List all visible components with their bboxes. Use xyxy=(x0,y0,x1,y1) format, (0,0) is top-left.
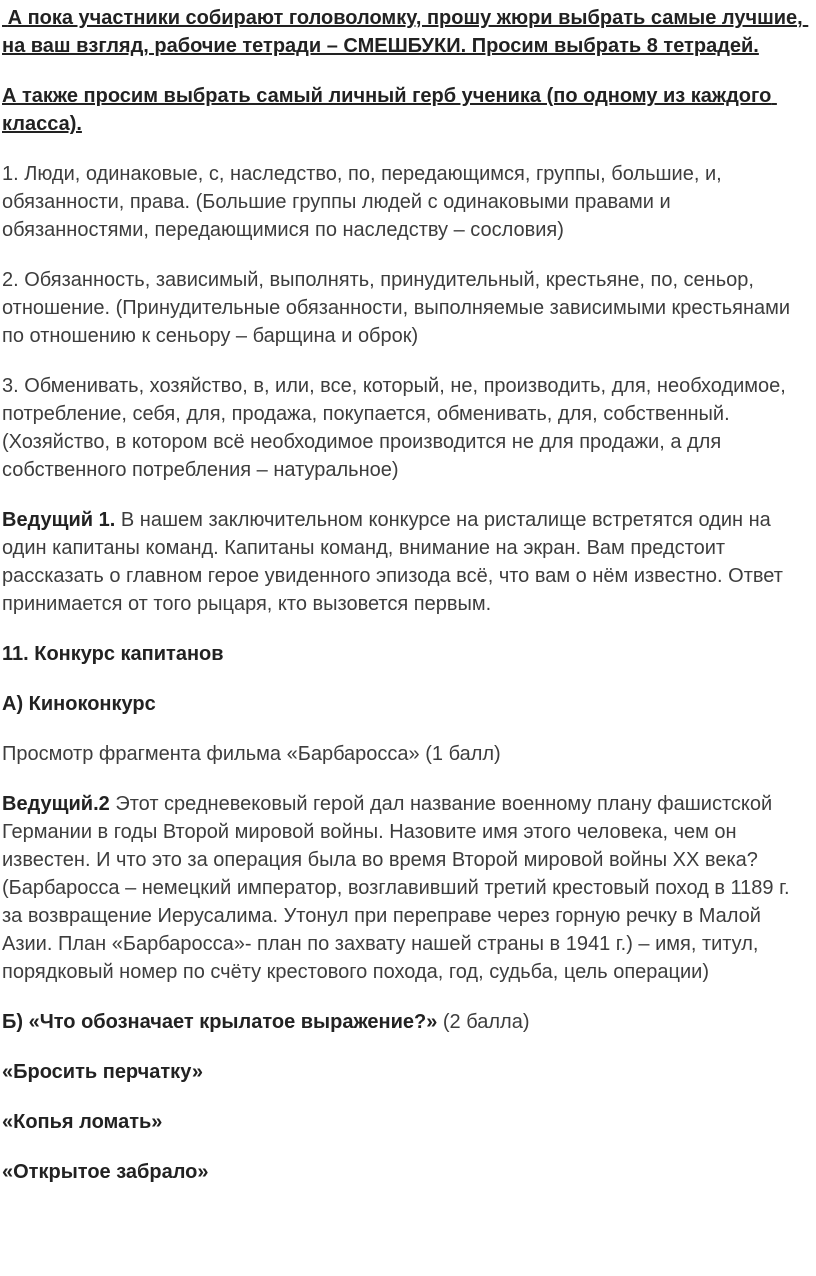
host1-label: Ведущий 1. xyxy=(2,509,116,531)
paragraph-jury-coat-of-arms: А также просим выбрать самый личный герб ученика (по одному из каждого класса). xyxy=(2,85,777,135)
host2-text: Этот средневековый герой дал название военному плану фашистской Германии в годы Второй мировой войны. Назовите имя этого человека, чем он известен. И что это за операция была во время Второй мировой войны ХХ века? (Барбаросса – немецкий император, возглавивший третий крестовый поход в 1189 г. за возвращение Иерусалима. Утонул при переправе через горную речку в Малой Азии. План «Барбаросса»- план по захвату нашей страны в 1941 г.) – имя, титул, порядковый номер по счёту крестового похода, год, судьба, цель операции) xyxy=(2,793,796,983)
heading-winged-expression xyxy=(2,1008,810,1036)
winged-expression-label: Б) «Что обозначает крылатое выражение?» xyxy=(2,1011,438,1033)
puzzle-answer-3: 3. Обменивать, хозяйство, в, или, все, который, не, производить, для, необходимое, потребление, себя, для, продажа, покупается, обменивать, для, собственный. (Хозяйство, в котором всё необходимое производится не для продажи, а для собственного потребления – натуральное) xyxy=(2,375,792,481)
paragraph-host2 xyxy=(2,790,810,986)
film-fragment-line: Просмотр фрагмента фильма «Барбаросса» (1 балл) xyxy=(2,743,501,765)
paragraph-host1 xyxy=(2,506,810,618)
phrase-throw-gauntlet: «Бросить перчатку» xyxy=(2,1061,203,1083)
heading-film-contest: А) Киноконкурс xyxy=(2,693,156,715)
puzzle-answer-2: 2. Обязанность, зависимый, выполнять, принудительный, крестьяне, по, сеньор, отношение. (Принудительные обязанности, выполняемые зависимыми крестьянами по отношению к сеньору – барщина и оброк) xyxy=(2,269,796,347)
winged-expression-points: (2 балла) xyxy=(437,1011,530,1033)
paragraph-jury-smeshbooks: А пока участники собирают головоломку, прошу жюри выбрать самые лучшие, на ваш взгляд, рабочие тетради – СМЕШБУКИ. Просим выбрать 8 тетрадей. xyxy=(2,7,809,57)
phrase-open-visor: «Открытое забрало» xyxy=(2,1161,209,1183)
host2-label: Ведущий.2 xyxy=(2,793,110,815)
puzzle-answer-1: 1. Люди, одинаковые, с, наследство, по, передающимся, группы, большие, и, обязанности, права. (Большие группы людей с одинаковыми правами и обязанностями, передающимися по наследству – сословия) xyxy=(2,163,728,241)
host1-text: В нашем заключительном конкурсе на ристалище встретятся один на один капитаны команд. Капитаны команд, внимание на экран. Вам предстоит рассказать о главном герое увиденного эпизода всё, что вам о нём известно. Ответ принимается от того рыцаря, кто вызовется первым. xyxy=(2,509,789,615)
phrase-break-lances: «Копья ломать» xyxy=(2,1111,163,1133)
heading-captains-contest: 11. Конкурс капитанов xyxy=(2,643,224,665)
